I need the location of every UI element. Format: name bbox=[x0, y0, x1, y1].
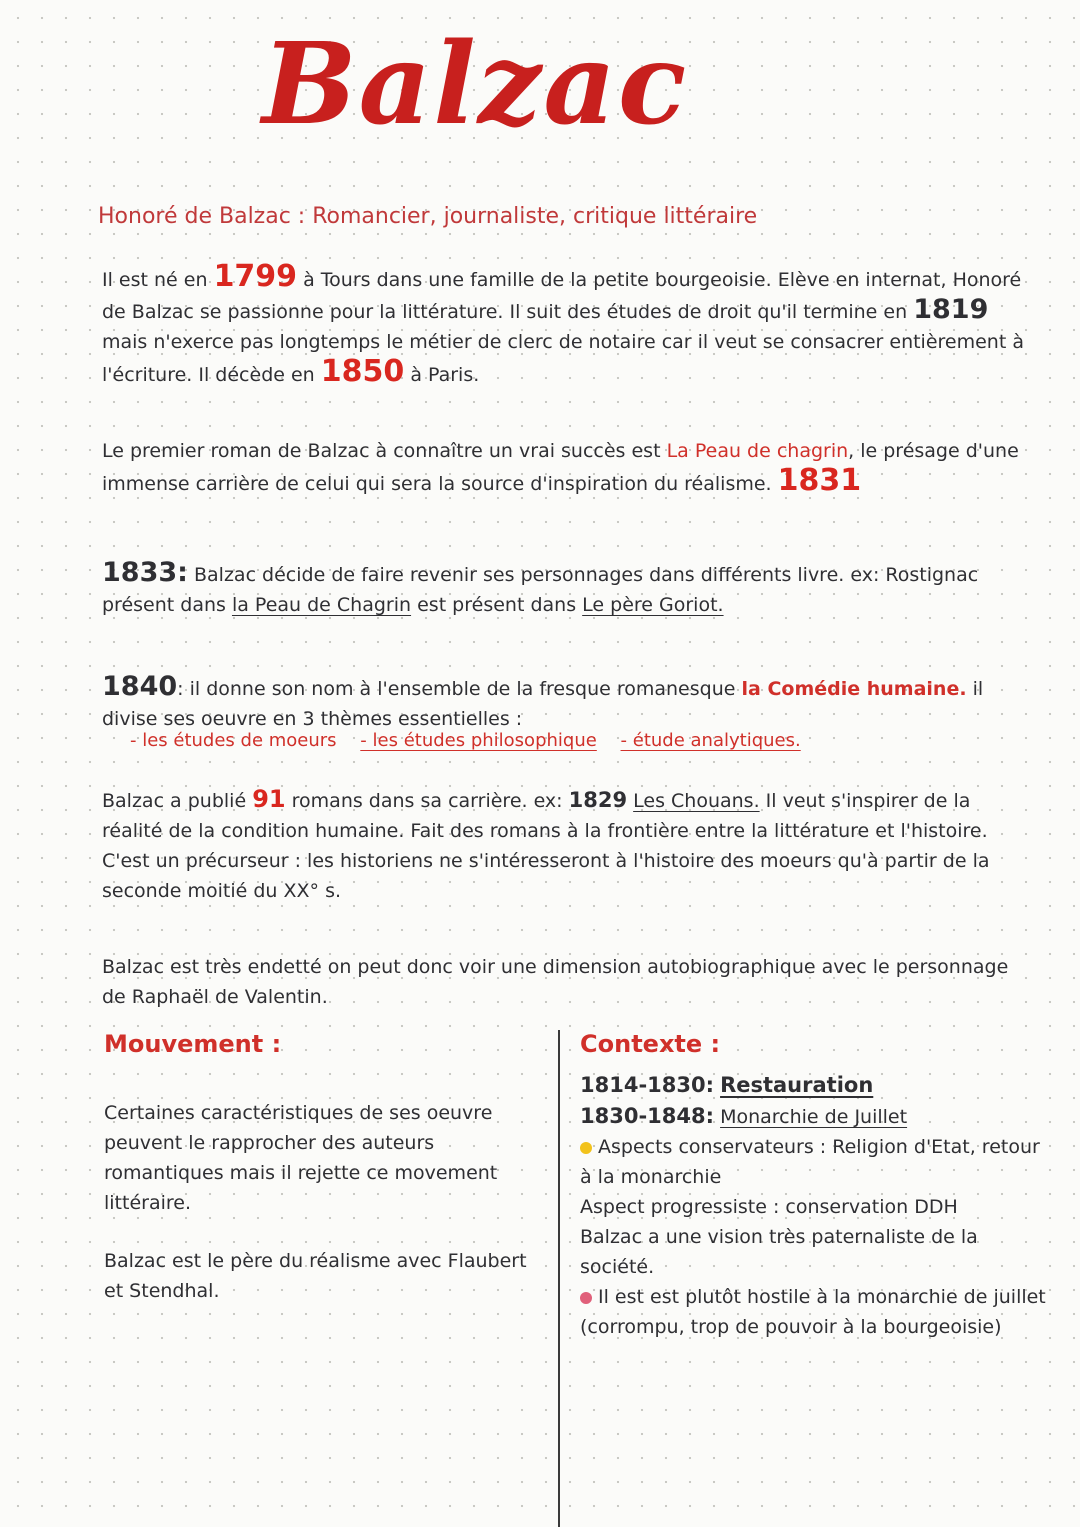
birth-year: 1799 bbox=[213, 259, 298, 294]
context-column bbox=[580, 1030, 1050, 1342]
context-bullet: Il est est plutôt hostile à la monarchie de juillet (corrompu, trop de pouvoir à la bourgeoisie) bbox=[580, 1286, 1046, 1338]
theme-item: - les études philosophique bbox=[360, 730, 597, 751]
context-heading: Contexte : bbox=[580, 1030, 721, 1058]
death-year: 1850 bbox=[320, 354, 405, 389]
column-divider bbox=[558, 1030, 560, 1527]
year-1840: 1840 bbox=[102, 671, 178, 702]
book-pere-goriot: Le père Goriot. bbox=[582, 594, 724, 616]
context-bullet: Aspects conservateurs : Religion d'Etat, retour à la monarchie bbox=[580, 1136, 1040, 1188]
comedie-humaine: la Comédie humaine. bbox=[741, 678, 967, 700]
context-line: Balzac a une vision très paternaliste de la société. bbox=[580, 1226, 978, 1278]
context-line: Aspect progressiste : conservation DDH bbox=[580, 1196, 958, 1218]
book-peau-de-chagrin: la Peau de Chagrin bbox=[231, 594, 412, 616]
context-line: 1814-1830: Restauration bbox=[580, 1073, 874, 1097]
first-novel-paragraph: Le premier roman de Balzac à connaître un vrai succès est La Peau de chagrin, le présage d'une immense carrière de celui qui sera la source d'inspiration du réalisme. 1831 bbox=[102, 440, 1019, 498]
book-chouans: Les Chouans. bbox=[633, 790, 760, 812]
year-1829: 1829 bbox=[568, 788, 628, 812]
movement-column bbox=[104, 1030, 544, 1334]
characters-paragraph: 1833: Balzac décide de faire revenir ses personnages dans différents livre. ex: Rostignac présent dans la Peau de Chagrin est présent dans Le père Goriot. bbox=[102, 557, 979, 616]
novel-year: 1831 bbox=[777, 463, 862, 498]
context-line: 1830-1848: Monarchie de Juillet bbox=[580, 1104, 908, 1128]
movement-text: Certaines caractéristiques de ses oeuvre peuvent le rapprocher des auteurs romantiques mais il rejette ce movement littéraire. bbox=[104, 1102, 498, 1214]
themes-list bbox=[130, 730, 1060, 751]
comedie-paragraph: 1840: il donne son nom à l'ensemble de la fresque romanesque la Comédie humaine. il divise ses oeuvre en 3 thèmes essentielles : bbox=[102, 671, 984, 730]
law-year: 1819 bbox=[913, 294, 989, 325]
yellow-dot-icon bbox=[580, 1142, 592, 1154]
pink-dot-icon bbox=[580, 1292, 592, 1304]
novel-title: La Peau de chagrin bbox=[666, 440, 849, 462]
theme-item: - les études de moeurs bbox=[130, 730, 337, 751]
movement-heading: Mouvement : bbox=[104, 1030, 282, 1058]
bio-paragraph: Il est né en 1799 à Tours dans une famille de la petite bourgeoisie. Elève en internat, Honoré de Balzac se passionne pour la littérature. Il suit des études de droit qu'il termine en 1819 mais n'exerce pas longtemps le métier de clerc de notaire car il veut se consacrer entièrement à l'écriture. Il décède en 1850 à Paris. bbox=[102, 259, 1024, 389]
works-paragraph: Balzac a publié 91 romans dans sa carrière. ex: 1829 Les Chouans. Il veut s'inspirer de la réalité de la condition humaine. Fait des romans à la frontière entre la littérature et l'histoire. C'est un précurseur : les historiens ne s'intéresseront à l'histoire des moeurs qu'à partir de la seconde moitié du XX° s. bbox=[102, 785, 990, 902]
novel-count: 91 bbox=[252, 785, 286, 813]
theme-item: - étude analytiques. bbox=[620, 730, 801, 751]
subtitle: Honoré de Balzac : Romancier, journaliste, critique littéraire bbox=[98, 204, 758, 229]
page-title: Balzac bbox=[262, 19, 689, 150]
realism-text: Balzac est le père du réalisme avec Flaubert et Stendhal. bbox=[104, 1250, 527, 1302]
year-1833: 1833: bbox=[102, 557, 188, 588]
debt-paragraph: Balzac est très endetté on peut donc voir une dimension autobiographique avec le personnage de Raphaël de Valentin. bbox=[102, 956, 1009, 1008]
